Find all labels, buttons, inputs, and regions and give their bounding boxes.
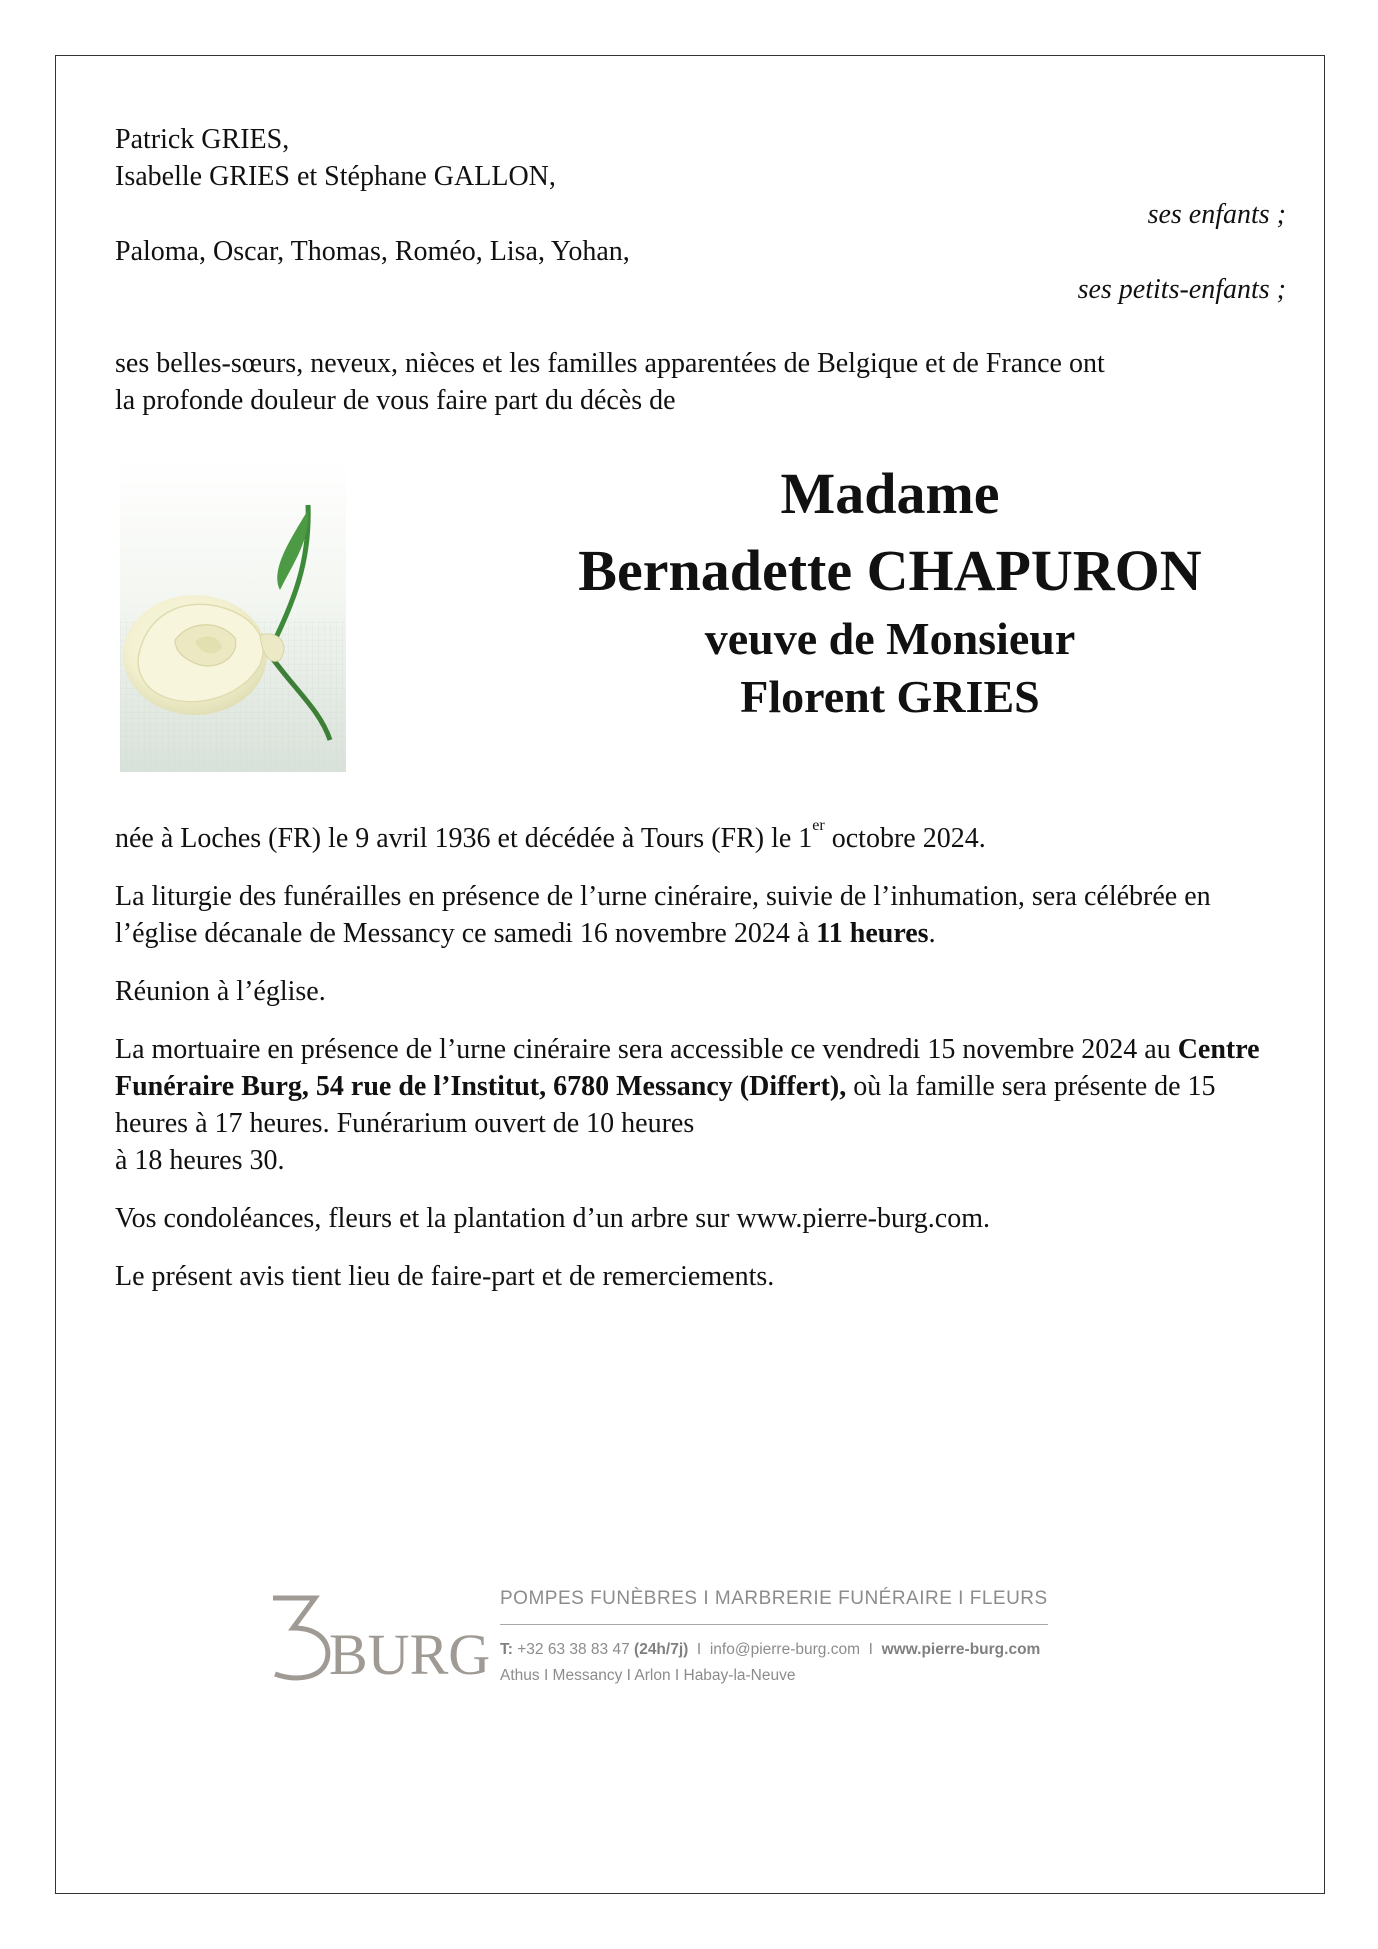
family-line-2: Isabelle GRIES et Stéphane GALLON, <box>115 161 556 192</box>
condolences-line: Vos condoléances, fleurs et la plantation d’un arbre sur www.pierre-burg.com. <box>115 1203 990 1234</box>
deceased-relation: veuve de Monsieur <box>704 613 1076 664</box>
footer-contacts: T: +32 63 38 83 47 (24h/7j) I info@pierre-burg.com I www.pierre-burg.com <box>500 1641 1041 1658</box>
details-section <box>115 817 1275 1316</box>
footer-locations: Athus I Messancy I Arlon I Habay-la-Neuve <box>500 1667 796 1684</box>
family-line-3: Paloma, Oscar, Thomas, Roméo, Lisa, Yohan, <box>115 236 630 267</box>
birth-death-line: née à Loches (FR) le 9 avril 1936 et décédée à Tours (FR) le 1er octobre 2024. <box>115 817 986 854</box>
logo-text: BURG <box>329 1622 491 1687</box>
footer-website[interactable]: www.pierre-burg.com <box>881 1641 1041 1658</box>
footer-services: POMPES FUNÈBRES I MARBRERIE FUNÉRAIRE I FLEURS <box>500 1588 1048 1609</box>
mortuary-paragraph: La mortuaire en présence de l’urne cinéraire sera accessible ce vendredi 15 novembre 2024 au Centre Funéraire Burg, 54 rue de l’Institut, 6780 Messancy (Differt), où la famille sera présente de 15 heures à 17 heures. Funérarium ouvert de 10 heures à 18 heures 30. <box>115 1034 1260 1176</box>
footer-divider <box>500 1624 1048 1625</box>
closing-line: Le présent avis tient lieu de faire-part et de remerciements. <box>115 1261 775 1292</box>
intro-line-2: la profonde douleur de vous faire part du décès de <box>115 385 676 416</box>
deceased-title: Madame <box>780 461 1000 526</box>
family-role-grandchildren: ses petits-enfants ; <box>1077 274 1286 305</box>
burg-logo <box>265 1590 491 1687</box>
family-line-1: Patrick GRIES, <box>115 124 290 155</box>
intro-line-1: ses belles-sœurs, neveux, nièces et les familles apparentées de Belgique et de France ont <box>115 348 1105 379</box>
deceased-name: Bernadette CHAPURON <box>578 538 1202 603</box>
deceased-spouse: Florent GRIES <box>740 671 1040 722</box>
footer-info <box>500 1588 1048 1689</box>
reunion-line: Réunion à l’église. <box>115 976 326 1007</box>
liturgy-paragraph: La liturgie des funérailles en présence de l’urne cinéraire, suivie de l’inhumation, sera célébrée en l’église décanale de Messancy ce samedi 16 novembre 2024 à 11 heures. <box>115 881 1211 949</box>
white-rose-image <box>120 460 346 772</box>
footer-email[interactable]: info@pierre-burg.com <box>709 1641 860 1658</box>
family-role-children: ses enfants ; <box>1147 199 1286 230</box>
